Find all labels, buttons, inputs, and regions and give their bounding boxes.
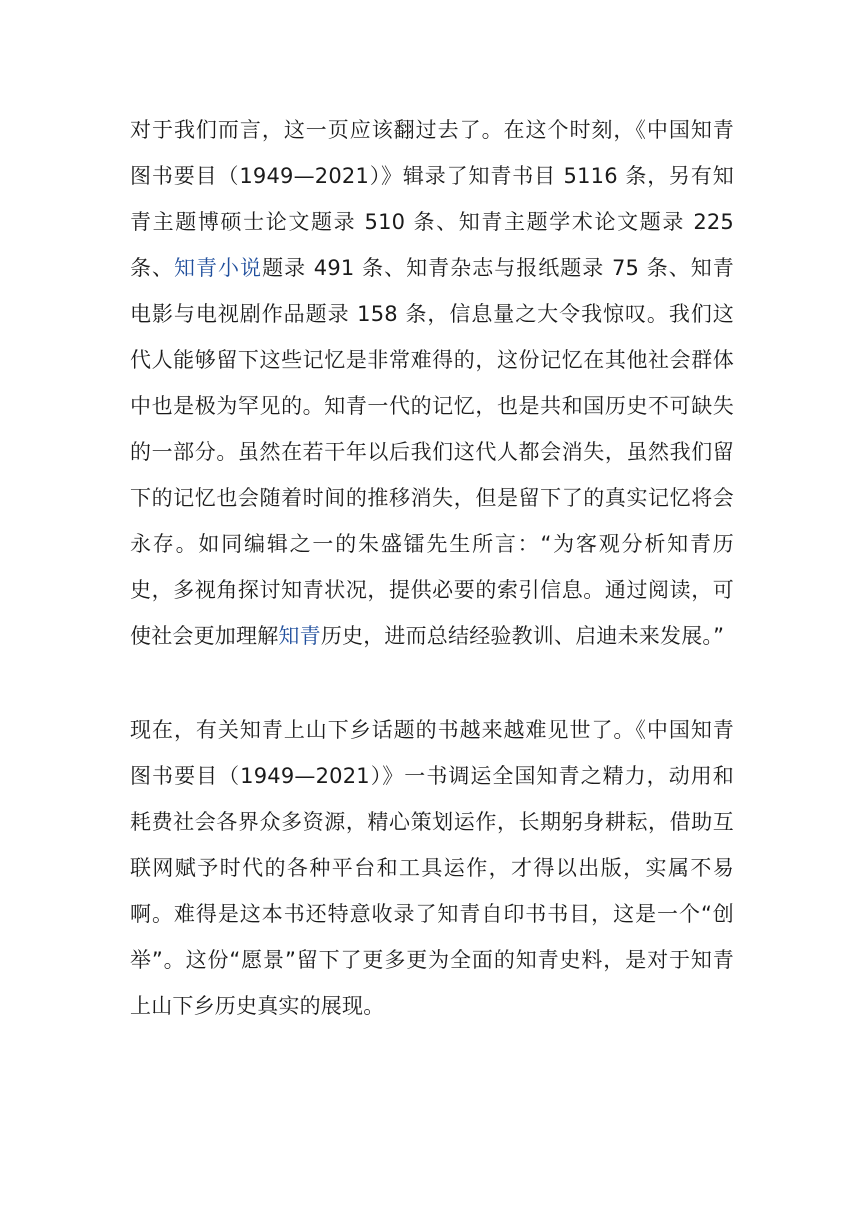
paragraph-1-text-1: 对于我们而言，这一页应该翻过去了。在这个时刻，《中国知青图书要目（1949—2021）》辑录了知青书目 5116 条，另有知青主题博硕士论文题录 510 条、知青主题学术论文题录 225 条、 — [130, 118, 734, 280]
link-zhiqing-xiaoshuo[interactable]: 知青小说 — [174, 256, 263, 280]
paragraph-2-text-1: 现在，有关知青上山下乡话题的书越来越难见世了。《中国知青图书要目（1949—2021）》一书调运全国知青之精力，动用和耗费社会各界众多资源，精心策划运作，长期躬身耕耘，借助互联网赋予时代的各种平台和工具运作，才得以出版，实属不易啊。难得是这本书还特意收录了知青自印书书目，这是一个“创举”。这份“愿景”留下了更多更为全面的知青史料，是对于知青上山下乡历史真实的展现。 — [130, 718, 734, 1018]
link-zhiqing[interactable]: 知青 — [278, 624, 321, 648]
paragraph-1-text-3: 历史，进而总结经验教训、启迪未来发展。” — [320, 624, 725, 648]
article-body — [130, 107, 734, 1029]
paragraph-1-text-2: 题录 491 条、知青杂志与报纸题录 75 条、知青电影与电视剧作品题录 158 条，信息量之大令我惊叹。我们这代人能够留下这些记忆是非常难得的，这份记忆在其他社会群体中也是极为罕见的。知青一代的记忆，也是共和国历史不可缺失的一部分。虽然在若干年以后我们这代人都会消失，虽然我们留下的记忆也会随着时间的推移消失，但是留下了的真实记忆将会永存。如同编辑之一的朱盛镭先生所言：“为客观分析知青历史，多视角探讨知青状况，提供必要的索引信息。通过阅读，可使社会更加理解 — [130, 256, 734, 648]
paragraph-2 — [130, 707, 734, 1029]
paragraph-1 — [130, 107, 734, 659]
